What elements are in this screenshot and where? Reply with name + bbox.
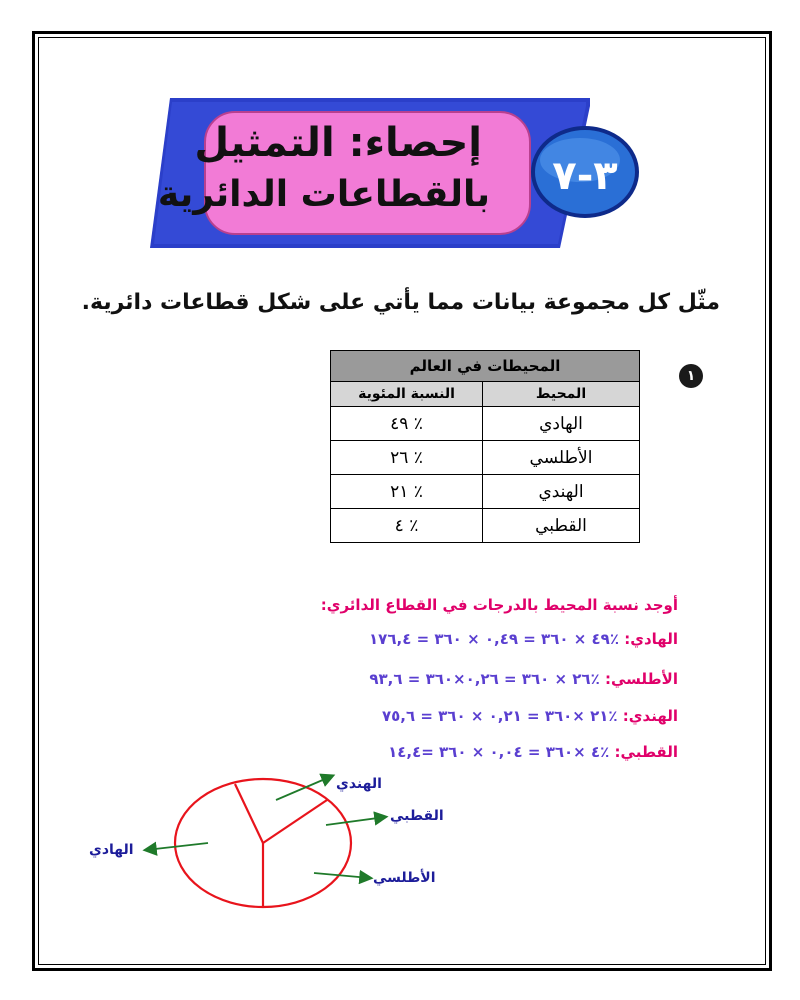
calc-line-indian [382,707,678,725]
pie-label-pacific: الهادي [89,842,134,858]
ocean-name: الهادي [483,407,640,441]
exercise-number: ١ [679,364,703,388]
pie-label-atlantic: الأطلسي [373,870,436,886]
pie-label-indian: الهندي [336,776,382,792]
column-header-ocean: المحيط [483,382,640,407]
table-row [331,509,640,543]
lesson-title-line2: بالقطاعات الدائرية [157,174,490,215]
oceans-table [330,350,640,543]
ocean-percent: ٪ ٤ [331,509,483,543]
calc-expression: ٪٤٩ × ٣٦٠ = ٠,٤٩ × ٣٦٠ = ١٧٦,٤ [369,630,619,648]
calc-line-pacific [369,630,678,648]
table-row [331,475,640,509]
ocean-name: القطبي [483,509,640,543]
table-caption: المحيطات في العالم [331,351,640,382]
solution-title: أوجد نسبة المحيط بالدرجات في القطاع الدائري: [320,596,678,614]
table-row [331,441,640,475]
table-row [331,407,640,441]
exercise-instruction: مثّل كل مجموعة بيانات مما يأتي على شكل قطاعات دائرية. [81,290,720,315]
lesson-banner [150,98,640,248]
pie-label-arctic: القطبي [390,808,444,824]
calc-line-arctic [388,743,678,761]
calc-label: القطبي: [614,743,678,761]
calc-label: الهادي: [624,630,678,648]
calc-line-atlantic [369,670,678,688]
calc-expression: ٪٢٦ × ٣٦٠ = ٠,٢٦×٣٦٠ = ٩٣,٦ [369,670,600,688]
ocean-percent: ٪ ٤٩ [331,407,483,441]
ocean-name: الأطلسي [483,441,640,475]
ocean-percent: ٪ ٢١ [331,475,483,509]
ocean-name: الهندي [483,475,640,509]
ocean-percent: ٪ ٢٦ [331,441,483,475]
calc-expression: ٪٤ ×٣٦٠ = ٠,٠٤ × ٣٦٠ =١٤,٤ [388,743,610,761]
calc-label: الأطلسي: [604,670,678,688]
lesson-number: ٣-٧ [552,153,618,199]
calc-expression: ٪٢١ ×٣٦٠ = ٠,٢١ × ٣٦٠ = ٧٥,٦ [381,707,618,725]
lesson-title-line1: إحصاء: التمثيل [194,120,482,166]
column-header-percent: النسبة المئوية [331,382,483,407]
calc-label: الهندي: [622,707,678,725]
